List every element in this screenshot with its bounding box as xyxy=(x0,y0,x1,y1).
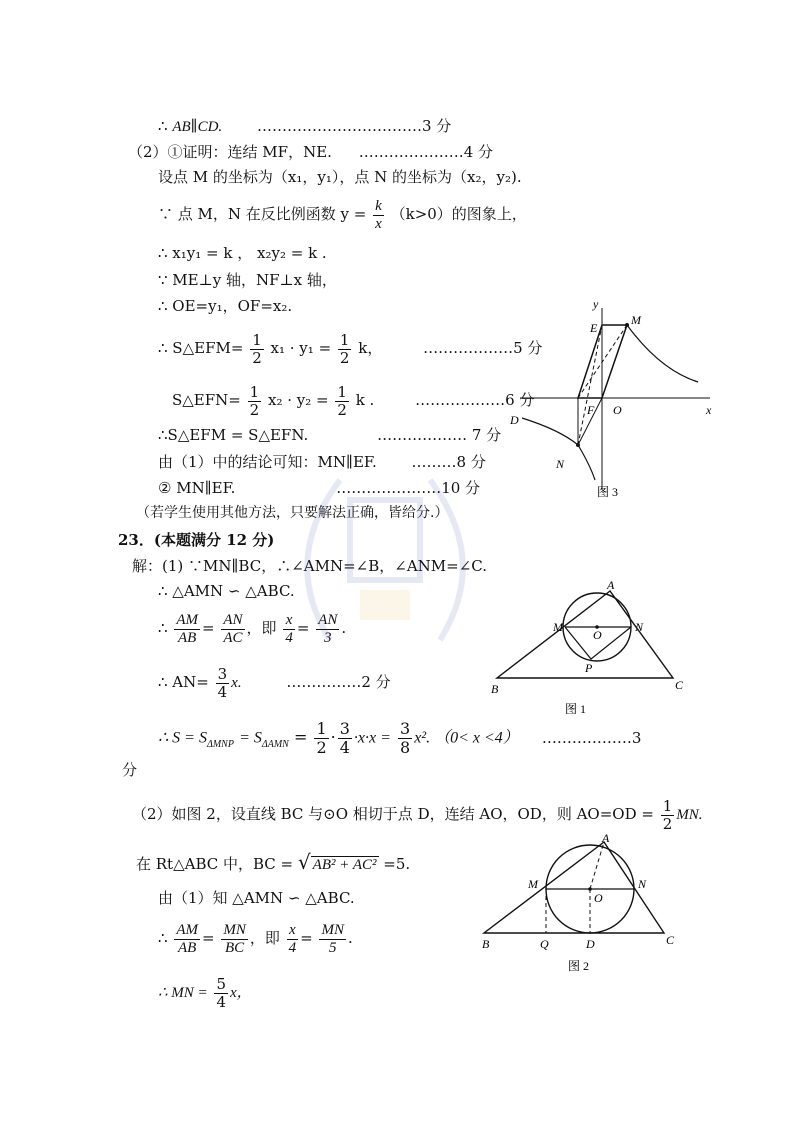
line-area-efn xyxy=(172,384,534,418)
frac-den-8: 8 xyxy=(400,737,411,757)
score-4: …………………4 分 xyxy=(358,143,494,161)
line-similar-2: 由（1）知 △AMN ∽ △ABC. xyxy=(158,889,355,907)
fraction-5-4 xyxy=(214,976,228,1010)
therefore-symbol: ∴ xyxy=(158,117,173,135)
line-part-2 xyxy=(132,798,703,832)
label-b: B xyxy=(482,937,490,951)
frac-num-x: x xyxy=(287,922,299,940)
score-2: ……………2 分 xyxy=(286,673,391,691)
triangle-abc xyxy=(484,842,664,933)
frac-num-am: AM xyxy=(176,612,198,628)
area-s-label: ∴ S = S xyxy=(158,729,207,747)
label-e: E xyxy=(590,321,598,335)
label-o: O xyxy=(593,628,602,642)
frac-den-ac: AC xyxy=(223,629,243,646)
line-note: （若学生使用其他方法，只要解法正确，皆给分.） xyxy=(136,505,449,521)
label-d: D xyxy=(586,937,595,951)
frac-num-5: 5 xyxy=(216,975,226,993)
point-n xyxy=(576,443,580,447)
line-product-k: ∴ x₁y₁ = k ， x₂y₂ = k . xyxy=(158,244,327,262)
frac-num-one: 1 xyxy=(662,797,673,815)
namely-text: ，即 xyxy=(249,929,280,947)
figure-2-svg xyxy=(478,830,688,980)
center-o xyxy=(588,887,592,891)
area-efm-k: k， xyxy=(358,339,383,357)
line-ratio-2: ∴ $\frac{AM}{AB}$ = $\frac{MN}{BC}$ ，即 $\frac{x}{4}$ = $\frac{MN}{5}$ . xyxy=(158,922,353,956)
segment-ab: AB xyxy=(172,119,191,135)
frac-num-mn: MN xyxy=(223,922,246,938)
sub-amn: ΔAMN xyxy=(261,738,289,750)
fraction-k-over-x xyxy=(373,198,384,232)
fraction-3-4b xyxy=(338,720,352,756)
line-inverse-function xyxy=(158,198,527,232)
sqrt-radicand: AB² + AC² xyxy=(312,857,377,873)
part-2-mn: MN. xyxy=(676,807,703,823)
frac-num-one: 1 xyxy=(337,383,347,401)
score-6: ………………6 分 xyxy=(415,391,535,409)
line-oe-of: ∴ OE=y₁，OF=x₂. xyxy=(158,297,293,315)
fraction-half-d xyxy=(335,384,349,418)
frac-num-mn: MN xyxy=(321,922,344,938)
frac-num-3: 3 xyxy=(400,719,411,738)
frac-den-two: 2 xyxy=(316,737,327,757)
fraction-1-2 xyxy=(314,720,328,756)
line-solution-1: 解：(1) ∵MN∥BC，∴∠AMN=∠B，∠ANM=∠C. xyxy=(132,557,487,575)
line-ratio-1: ∴ $\frac{AM}{AB}$ = $\frac{AN}{AC}$ ，即 $\frac{x}{4}$ = $\frac{AN}{3}$ . xyxy=(158,612,347,646)
label-n: N xyxy=(638,877,647,891)
frac-num-3: 3 xyxy=(217,665,228,683)
area-s-result: x². （0< x <4） xyxy=(414,729,519,747)
line-coordinates: 设点 M 的坐标为（x₁，y₁），点 N 的坐标为（x₂，y₂). xyxy=(158,168,522,186)
point-m xyxy=(625,323,629,327)
mn-label: ∴ MN = xyxy=(158,985,208,1001)
label-y: y xyxy=(593,297,599,311)
sqrt-sign: √ xyxy=(297,850,311,874)
line-ab-parallel-cd xyxy=(158,116,451,137)
inverse-function-text: ∵ 点 M，N 在反比例函数 y = xyxy=(158,205,367,223)
part-2-text: （2）如图 2，设直线 BC 与⊙O 相切于点 D，连结 AO，OD，则 AO=OD = xyxy=(132,805,654,823)
fraction-half-c xyxy=(248,384,262,418)
frac-den-two: 2 xyxy=(339,348,350,367)
an-x: x. xyxy=(231,675,242,691)
figure-2 xyxy=(478,830,688,980)
frac-den-3: 3 xyxy=(323,629,332,646)
label-a: A xyxy=(607,578,615,592)
label-d: D xyxy=(510,413,519,427)
fraction-half-b xyxy=(338,332,352,366)
frac-num-one: 1 xyxy=(316,719,327,738)
sub-mnp: ΔMNP xyxy=(206,738,234,750)
label-p: P xyxy=(585,661,593,675)
line-score-unit: 分 xyxy=(122,761,138,779)
fraction-x-4-2 xyxy=(287,922,299,956)
area-s-product: ·x·x = xyxy=(353,729,391,747)
line-mn-value xyxy=(158,976,252,1010)
score-10: …………………10 分 xyxy=(336,479,481,497)
therefore-symbol: ∴ xyxy=(158,929,168,947)
caption-figure-3: 图 3 xyxy=(597,485,619,499)
label-n: N xyxy=(556,457,565,471)
frac-den-4: 4 xyxy=(288,939,297,956)
namely-text: ，即 xyxy=(246,619,277,637)
figure-1-svg xyxy=(485,575,700,720)
label-c: C xyxy=(675,678,684,692)
area-efn-k: k . xyxy=(355,391,375,409)
label-a: A xyxy=(602,831,610,845)
line-similar-1: ∴ △AMN ∽ △ABC. xyxy=(158,582,295,600)
mn-x: x， xyxy=(230,985,252,1001)
label-m: M xyxy=(631,313,641,327)
area-efn-product: x₂ · y₂ = xyxy=(267,391,329,409)
inverse-function-condition: （k>0）的图象上， xyxy=(390,205,527,223)
fraction-mn-5 xyxy=(319,922,346,956)
frac-den-two: 2 xyxy=(337,400,347,419)
figure-1 xyxy=(485,575,700,720)
score-3b: ………………3 xyxy=(541,728,642,747)
label-q: Q xyxy=(540,937,549,951)
fraction-am-ab-2 xyxy=(174,922,200,956)
segment-ao xyxy=(590,842,604,889)
line-area-s: ∴ $S = S_{\Delta MNP} = S_{\Delta AMN}$ = $\frac{1}{2}$ · $\frac{3}{4}$ ·x·x = $\frac{3}{8}$ x². （0< x <4） ………………3 xyxy=(158,719,642,757)
caption-figure-1: 图 1 xyxy=(565,702,587,716)
frac-num-am: AM xyxy=(176,922,198,938)
label-x: x xyxy=(706,403,712,417)
fraction-am-ab xyxy=(174,612,200,646)
laurel-watermark-svg xyxy=(270,440,500,670)
bc-length-result: =5. xyxy=(383,855,411,873)
frac-num-one: 1 xyxy=(252,331,262,349)
label-o: O xyxy=(613,403,622,417)
frac-den-4: 4 xyxy=(217,682,228,701)
areas-equal-text: ∴S△EFM = S△EFN. xyxy=(158,426,309,444)
therefore-symbol: ∴ xyxy=(158,619,168,637)
an-label: ∴ AN= xyxy=(158,673,209,691)
fraction-3-4 xyxy=(216,666,230,700)
frac-num-x: x xyxy=(283,612,295,630)
fraction-half-e xyxy=(661,798,675,832)
frac-den-two: 2 xyxy=(662,814,673,833)
line-proof-start xyxy=(128,142,493,162)
frac-den-two: 2 xyxy=(249,400,260,419)
frac-num-k: k xyxy=(375,198,382,214)
label-n: N xyxy=(635,620,644,634)
question-23-heading: 23．(本题满分 12 分) xyxy=(118,531,275,549)
conclusion-2-text: ② MN∥EF. xyxy=(158,479,236,497)
frac-den-4: 4 xyxy=(216,992,226,1011)
parallel-cd: ∥CD. xyxy=(190,119,223,135)
frac-den-ab: AB xyxy=(178,939,197,956)
score-3: ……………………………3 分 xyxy=(256,117,452,135)
line-bc-length xyxy=(136,852,410,875)
label-c: C xyxy=(666,933,675,947)
label-b: B xyxy=(491,682,499,696)
caption-figure-2: 图 2 xyxy=(568,959,590,973)
frac-den-4: 4 xyxy=(339,737,350,757)
figure-3-svg xyxy=(500,290,730,505)
frac-den-ab: AB xyxy=(178,629,197,646)
equals-sign: = xyxy=(293,727,308,747)
label-m: M xyxy=(528,877,538,891)
label-f: F xyxy=(587,403,595,417)
area-efn-label: S△EFN= xyxy=(172,391,241,409)
area-s-eq: = S xyxy=(239,729,262,747)
fraction-half-a xyxy=(250,332,264,366)
line-area-efm xyxy=(158,332,542,366)
proof-connect-text: （2）①证明：连结 MF，NE. xyxy=(128,143,332,161)
label-o: O xyxy=(594,891,603,905)
score-7: ……………… 7 分 xyxy=(377,426,502,444)
score-8: ………8 分 xyxy=(411,453,486,471)
score-5: ………………5 分 xyxy=(423,339,543,357)
frac-den-4: 4 xyxy=(285,629,293,646)
line-perpendicular: ∵ ME⊥y 轴，NF⊥x 轴， xyxy=(158,271,337,289)
fraction-3-8 xyxy=(398,720,412,756)
area-efm-product: x₁ · y₁ = xyxy=(270,339,332,357)
hyperbola-branch-1 xyxy=(627,325,698,382)
fraction-an-ac xyxy=(221,612,244,646)
frac-den-bc: BC xyxy=(225,939,245,956)
frac-num-one: 1 xyxy=(249,383,260,401)
frac-den-two: 2 xyxy=(252,348,262,367)
conclusion-1-text: 由（1）中的结论可知：MN∥EF. xyxy=(158,453,377,471)
bc-length-text: 在 Rt△ABC 中，BC = xyxy=(136,855,294,873)
frac-num-one: 1 xyxy=(339,331,350,349)
frac-num-3: 3 xyxy=(339,719,350,738)
label-m: M xyxy=(553,620,563,634)
laurel-watermark-icon xyxy=(270,440,500,674)
frac-num-an: AN xyxy=(223,612,243,628)
area-efm-label: ∴ S△EFM= xyxy=(158,339,244,357)
frac-num-an: AN xyxy=(318,612,338,628)
figure-3 xyxy=(500,290,730,505)
frac-den-x: x xyxy=(375,215,382,232)
fraction-mn-bc xyxy=(221,922,248,956)
frac-den-5: 5 xyxy=(328,939,337,956)
